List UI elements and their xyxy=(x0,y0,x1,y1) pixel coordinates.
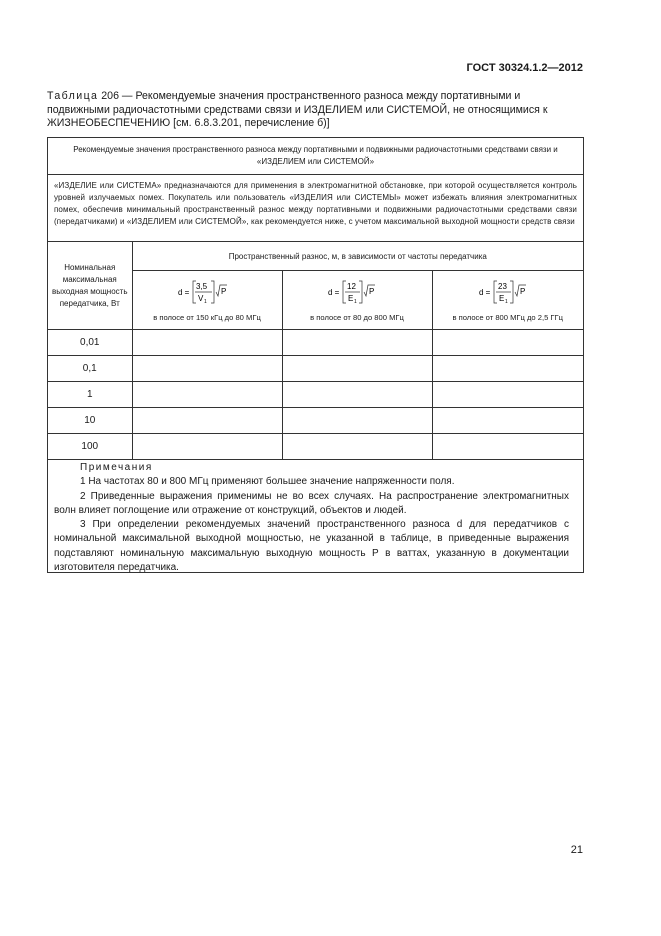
power-column-header: Номинальная максимальная выходная мощность передатчика, Вт xyxy=(48,242,132,330)
band-mid: в полосе от 80 до 800 МГц xyxy=(310,312,404,322)
power-value: 10 xyxy=(48,408,132,434)
power-value: 0,1 xyxy=(48,356,132,382)
formula-low-num: 3,5 xyxy=(196,281,208,291)
table-caption xyxy=(47,90,585,131)
table-row xyxy=(48,382,583,408)
distance-cell-empty xyxy=(132,330,282,356)
distance-column-header: Пространственный разнос, м, в зависимости от частоты передатчика xyxy=(132,242,583,271)
formula-high-num: 23 xyxy=(497,281,507,291)
power-value: 100 xyxy=(48,434,132,460)
note-item: 2 Приведенные выражения применимы не во всех случаях. На распространение электромагнитных волн влияет поглощение или отражение от конструкций, объектов и людей. xyxy=(54,490,569,516)
table-row xyxy=(48,356,583,382)
formula-high xyxy=(433,279,584,305)
table-title: Рекомендуемые значения пространственного разноса между портативными и подвижными радиочастотными средствами связи и «ИЗДЕЛИЕМ или СИСТЕМОЙ» xyxy=(48,138,583,175)
formula-low-den-sub: 1 xyxy=(204,298,207,305)
table-row xyxy=(48,330,583,356)
distance-grid xyxy=(48,242,583,460)
document-code: ГОСТ 30324.1.2—2012 xyxy=(466,62,583,74)
distance-cell-empty xyxy=(282,382,432,408)
table-row xyxy=(48,408,583,434)
formula-cell-low xyxy=(132,271,282,330)
distance-cell-empty xyxy=(132,382,282,408)
formula-low-root: P xyxy=(221,286,227,296)
distance-cell-empty xyxy=(432,356,583,382)
band-high: в полосе от 800 МГц до 2,5 ГГц xyxy=(452,312,564,322)
formula-low xyxy=(133,279,282,305)
formula-high-den-sub: 1 xyxy=(504,298,508,305)
note-item: 1 На частотах 80 и 800 МГц применяют большее значение напряженности поля. xyxy=(80,476,455,488)
band-low: в полосе от 150 кГц до 80 МГц xyxy=(153,312,261,322)
formula-low-den: V xyxy=(198,293,204,303)
distance-cell-empty xyxy=(432,330,583,356)
distance-cell-empty xyxy=(432,382,583,408)
distance-cell-empty xyxy=(432,408,583,434)
formula-low-d: d = xyxy=(178,287,190,297)
formula-high-den: E xyxy=(498,293,505,303)
distance-cell-empty xyxy=(282,330,432,356)
power-value: 0,01 xyxy=(48,330,132,356)
formula-mid xyxy=(283,279,432,305)
formula-mid-root: P xyxy=(369,286,375,296)
page-number: 21 xyxy=(570,844,583,856)
distance-cell-empty xyxy=(282,356,432,382)
distance-cell-empty xyxy=(282,408,432,434)
note-item: 3 При определении рекомендуемых значений пространственного разноса d для передатчиков с номинальной максимальной выходной мощностью, не указанной в таблице, в приведенные выражения подставляют номинальную максимальную выходную мощность Р в ваттах, указанную в документации изготовителя передатчика. xyxy=(54,519,569,574)
distance-cell-empty xyxy=(132,356,282,382)
power-value: 1 xyxy=(48,382,132,408)
formula-mid-den-sub: 1 xyxy=(354,298,357,305)
notes-section xyxy=(48,456,583,572)
formula-mid-den: E xyxy=(348,293,354,303)
distance-cell-empty xyxy=(132,408,282,434)
formula-mid-d: d = xyxy=(328,287,340,297)
formula-high-root: P xyxy=(519,286,526,296)
formula-mid-num: 12 xyxy=(347,281,356,291)
formula-cell-high xyxy=(432,271,583,330)
caption-label: Таблица xyxy=(47,90,99,102)
formula-cell-mid xyxy=(282,271,432,330)
table-intro: «ИЗДЕЛИЕ или СИСТЕМА» предназначаются для применения в электромагнитной обстановке, при которой осуществляется контроль уровней излучаемых помех. Покупатель или пользователь «ИЗДЕЛИЯ или СИСТЕМЫ» может избежать влияния электромагнитных помех, обеспечив минимальный пространственный разнос между портативными и подвижными радиочастотными средствами связи (передатчиками) и «ИЗДЕЛИЕМ или СИСТЕМОЙ», как рекомендуется ниже, с учетом максимальной выходной мощности средств связи xyxy=(48,175,583,242)
caption-text: 206 — Рекомендуемые значения пространственного разноса между портативными и подвижными радиочастотными средствами связи и ИЗДЕЛИЕМ или СИСТЕМОЙ, не относящимися к ЖИЗНЕОБЕСПЕЧЕНИЮ [см. 6.8.3.201, перечисление б)] xyxy=(47,90,548,130)
notes-title: Примечания xyxy=(80,462,153,473)
formula-high-d: d = xyxy=(478,287,491,297)
recommendation-table xyxy=(47,137,584,573)
